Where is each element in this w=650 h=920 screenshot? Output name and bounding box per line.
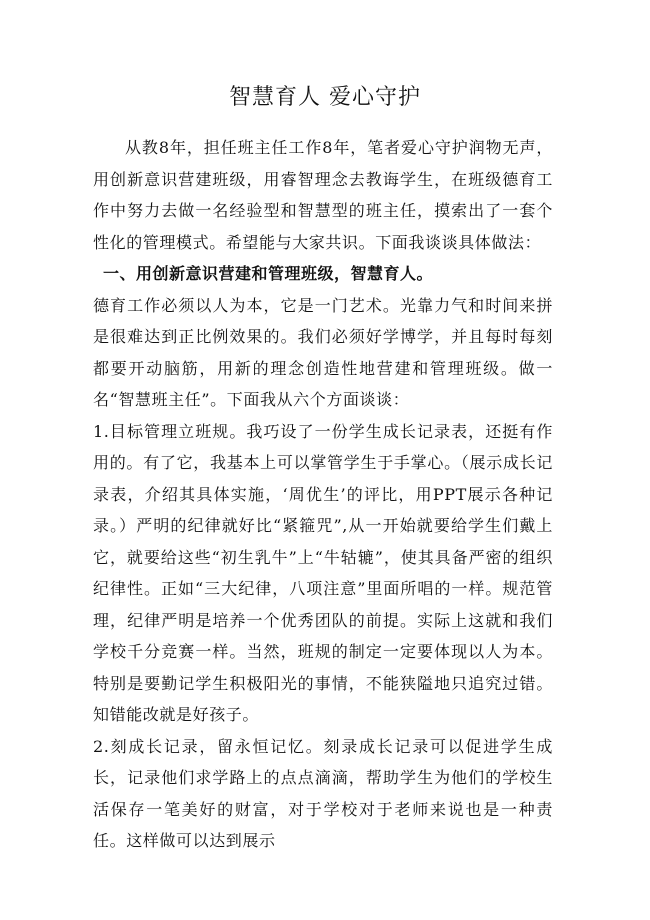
list-item-2: 2.刻成长记录，留永恒记忆。刻录成长记录可以促进学生成长，记录他们求学路上的点点滴滴，帮助学生为他们的学校生活保存一笔美好的财富，对于学校对于老师来说也是一种责任。这样做可以达到展示 <box>93 736 553 850</box>
section-heading: 一、用创新意识营建和管理班级，智慧育人。 <box>103 264 434 283</box>
section-paragraph: 德育工作必须以人为本，它是一门艺术。光靠力气和时间来拼是很难达到正比例效果的。我们必须好学博学，并且每时每刻都要开动脑筋，用新的理念创造性地营建和管理班级。做一名“智慧班主任”。下面我从六个方面谈谈： <box>93 295 553 409</box>
document-body <box>93 132 553 857</box>
list-item-1: 1.目标管理立班规。我巧设了一份学生成长记录表，还挺有作用的。有了它，我基本上可以掌管学生于手掌心。（展示成长记录表，介绍其具体实施，‘周优生’的评比，用PPT展示各种记录。）严明的纪律就好比“紧箍咒”,从一开始就要给学生们戴上它，就要给这些“初生乳牛”上“牛轱辘”，使其具备严密的组织纪律性。正如“三大纪律，八项注意”里面所唱的一样。规范管理，纪律严明是培养一个优秀团队的前提。实际上这就和我们学校千分竞赛一样。当然，班规的制定一定要体现以人为本。特别是要勤记学生积极阳光的事情，不能狭隘地只追究过错。知错能改就是好孩子。 <box>93 421 553 724</box>
intro-paragraph: 从教8年，担任班主任工作8年，笔者爱心守护润物无声，用创新意识营建班级，用睿智理念去教诲学生，在班级德育工作中努力去做一名经验型和智慧型的班主任，摸索出了一套个性化的管理模式。希望能与大家共识。下面我谈谈具体做法： <box>93 138 553 252</box>
document-title: 智慧育人 爱心守护 <box>229 85 421 110</box>
